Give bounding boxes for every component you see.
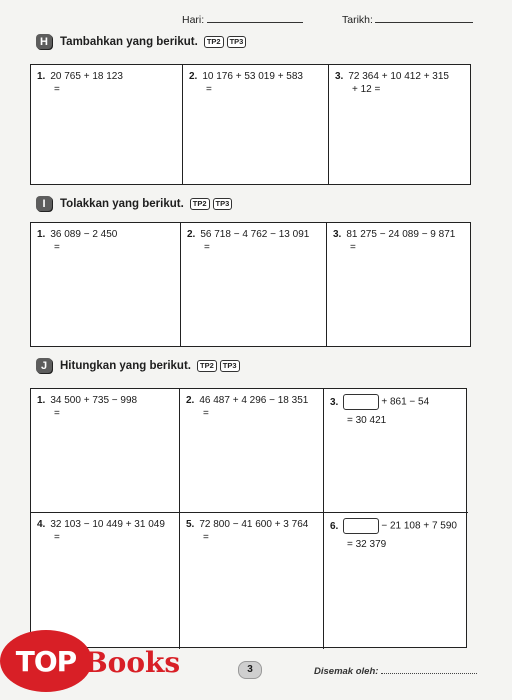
hari-input-line[interactable] [207, 12, 303, 23]
answer-equals: = [350, 242, 356, 253]
question-number: 1. [37, 395, 46, 406]
answer-equals: = [204, 242, 210, 253]
tp3-tag: TP3 [213, 198, 233, 210]
blank-answer-box[interactable] [343, 394, 379, 410]
question-number: 2. [186, 395, 195, 406]
question-number: 5. [186, 519, 195, 530]
question-number: 3. [335, 71, 344, 82]
question-expression: − 21 108 + 7 590 [381, 520, 457, 532]
checked-by-line[interactable] [381, 664, 477, 674]
tarikh-label: Tarikh: [342, 14, 373, 26]
answer-equals: = [54, 408, 60, 419]
question-number: 6. [330, 520, 339, 532]
answer-equals: = [203, 408, 209, 419]
section-h-title: Tambahkan yang berikut. [60, 35, 198, 48]
tarikh-input-line[interactable] [375, 12, 473, 23]
answer-equals: = [54, 532, 60, 543]
question-cell[interactable] [31, 65, 183, 184]
question-expression: 46 487 + 4 296 − 18 351 [199, 395, 309, 406]
question-expression: 10 176 + 53 019 + 583 [202, 71, 303, 82]
question-cell[interactable] [329, 65, 472, 184]
question-expression: 72 364 + 10 412 + 315 [348, 71, 449, 82]
section-i-badge: I [36, 196, 52, 211]
question-number: 1. [37, 229, 46, 240]
question-expression: 34 500 + 735 − 998 [50, 395, 138, 406]
page-number: 3 [238, 661, 262, 679]
section-j-header [36, 358, 240, 373]
question-cell[interactable] [31, 223, 181, 346]
section-h-header [36, 34, 246, 49]
question-number: 2. [189, 71, 198, 82]
question-cell[interactable] [180, 513, 324, 649]
answer-equals: = [203, 532, 209, 543]
question-cell[interactable] [180, 389, 324, 513]
tp2-tag: TP2 [204, 36, 224, 48]
logo-books-text: Books [84, 646, 181, 679]
logo-top-ellipse: TOP [0, 630, 92, 692]
section-h-grid [30, 64, 471, 185]
question-expression: 36 089 − 2 450 [50, 229, 118, 240]
tp3-tag: TP3 [220, 360, 240, 372]
answer-equals: = [206, 84, 212, 95]
section-i-grid [30, 222, 471, 347]
question-number: 3. [330, 396, 339, 408]
question-cell[interactable] [324, 513, 468, 649]
question-expression: + 861 − 54 [381, 396, 430, 408]
question-expression: 72 800 − 41 600 + 3 764 [199, 519, 309, 530]
answer-equals: = [54, 84, 60, 95]
tp3-tag: TP3 [227, 36, 247, 48]
answer-equals: = [54, 242, 60, 253]
tarikh-field [342, 12, 473, 26]
question-cell[interactable] [324, 389, 468, 513]
answer-equals: = 32 379 [347, 539, 387, 550]
question-expression-continued: + 12 = [352, 84, 381, 95]
question-number: 1. [37, 71, 46, 82]
section-i-title: Tolakkan yang berikut. [60, 197, 184, 210]
question-cell[interactable] [327, 223, 472, 346]
checked-by-field [314, 664, 477, 677]
question-expression: 20 765 + 18 123 [50, 71, 123, 82]
tp2-tag: TP2 [197, 360, 217, 372]
hari-label: Hari: [182, 14, 205, 26]
question-expression: 81 275 − 24 089 − 9 871 [346, 229, 456, 240]
section-j-grid [30, 388, 467, 648]
tp2-tag: TP2 [190, 198, 210, 210]
topbooks-logo [0, 622, 190, 692]
checked-by-label: Disemak oleh: [314, 666, 379, 677]
question-expression: 32 103 − 10 449 + 31 049 [50, 519, 165, 530]
question-cell[interactable] [181, 223, 327, 346]
blank-answer-box[interactable] [343, 518, 379, 534]
question-cell[interactable] [183, 65, 329, 184]
section-i-header [36, 196, 232, 211]
question-number: 3. [333, 229, 342, 240]
question-number: 2. [187, 229, 196, 240]
question-number: 4. [37, 519, 46, 530]
section-j-title: Hitungkan yang berikut. [60, 359, 191, 372]
question-cell[interactable] [31, 389, 180, 513]
section-j-badge: J [36, 358, 52, 373]
section-h-badge: H [36, 34, 52, 49]
answer-equals: = 30 421 [347, 415, 387, 426]
hari-field [182, 12, 303, 26]
question-expression: 56 718 − 4 762 − 13 091 [200, 229, 310, 240]
